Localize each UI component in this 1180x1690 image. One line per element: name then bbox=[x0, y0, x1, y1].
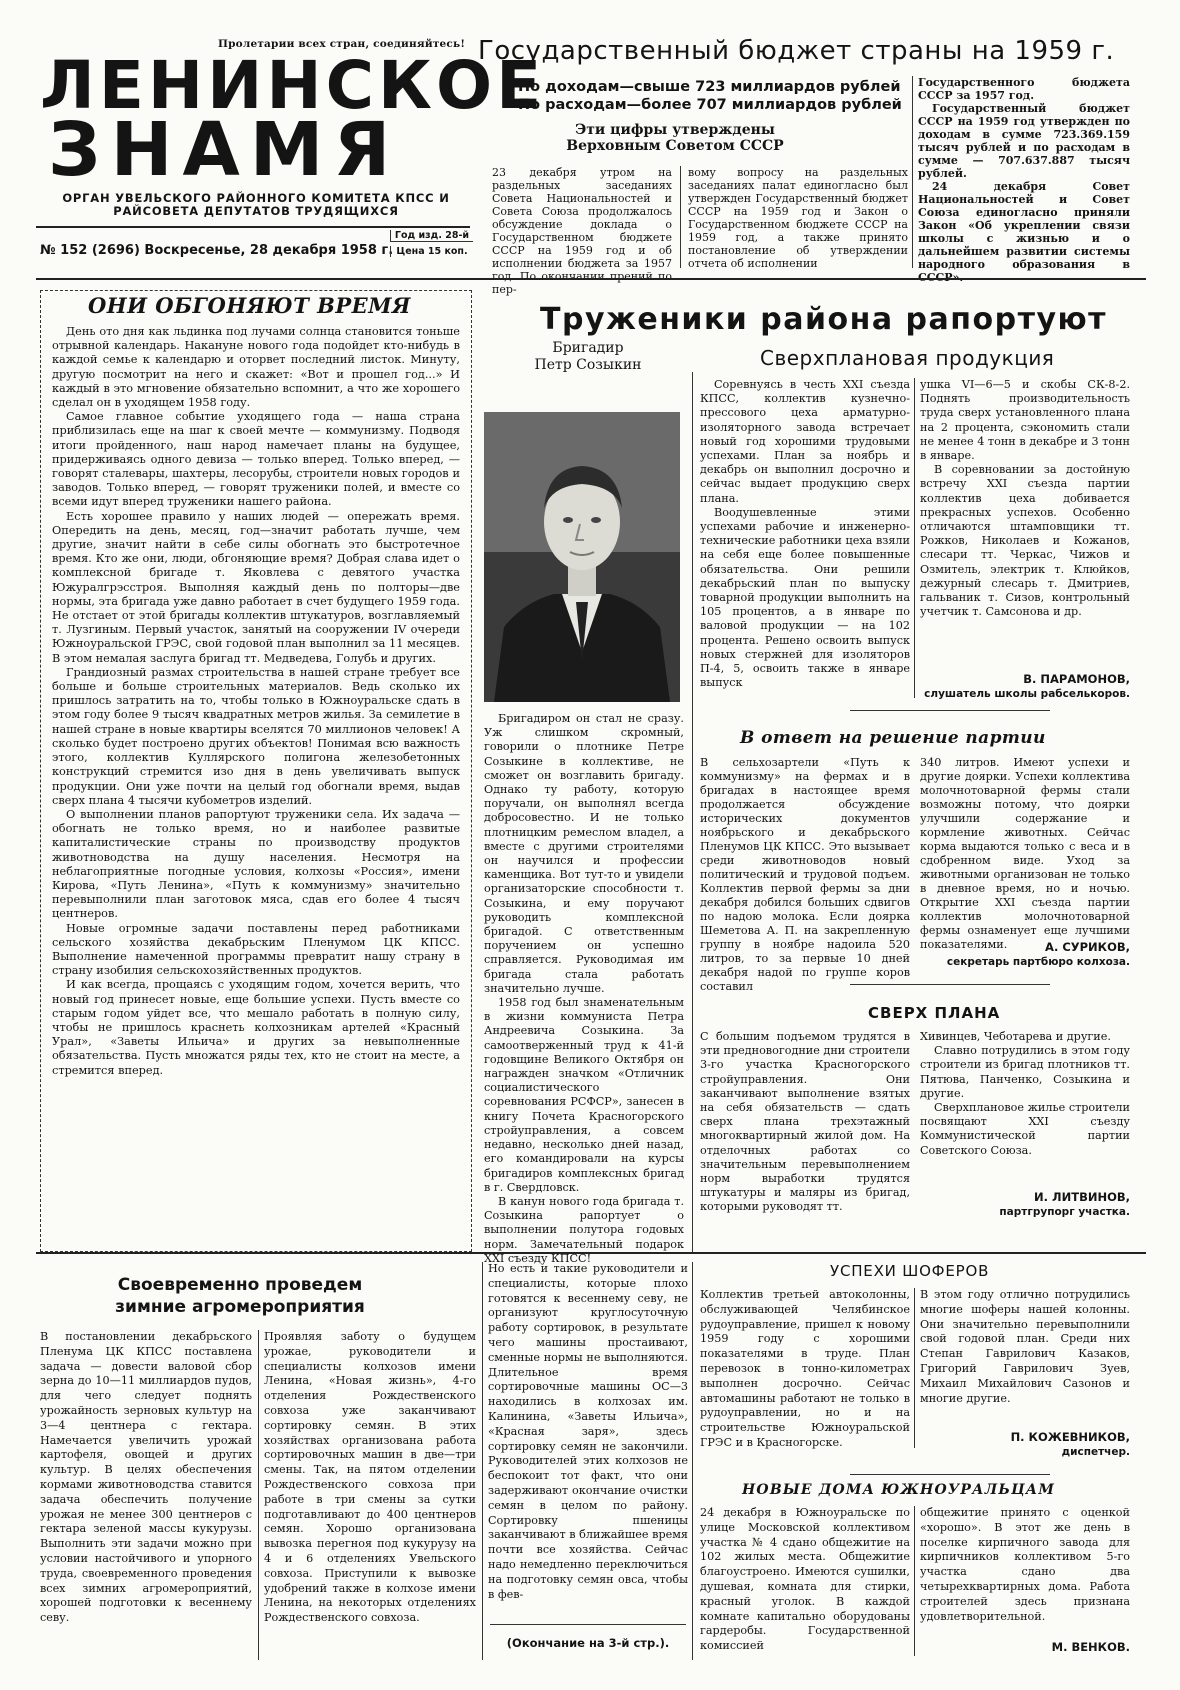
portrait-text bbox=[484, 712, 684, 1266]
sverkhplana-paragraph: Сверхплановое жилье строители посвящают XXI съезду Коммунистической партии Советского Союза. bbox=[920, 1101, 1130, 1157]
portrait-paragraph: Бригадиром он стал не сразу. Уж слишком скромный, говорили о плотнике Петре Созыкине в коллективе, не сможет он возглавить бригаду. Однако ту работу, которую поручали, он выполнял всегда добросовестно. И не только плотницким ремеслом владел, а вместе с другими строителями он научился и профессии каменщика. Вот тут-то и увидели организаторские способности т. Созыкина, и ему поручают руководить комплексной бригадой. С ответственным поручением он успешно справляется. Руководимая им бригада стала работать значительно лучше. bbox=[484, 712, 684, 995]
budget-divider2 bbox=[912, 76, 913, 268]
budget-col3-p2: Государственный бюджет СССР на 1959 год утвержден по доходам в сумме 723.369.159 тысяч рублей и по расходам в сумме — 707.637.887 тысяч рублей. bbox=[918, 102, 1130, 180]
shofery-col1: Коллектив третьей автоколонны, обслуживающей Челябинское рудоуправление, пришел к новому 1959 году с хорошими показателями в труде. План перевозок в тонно-километрах выполнен досрочно. Сейчас автомашины работают не только в рудоуправлении, но и на строительстве Южноуральской ГРЭС и в Красногорске. bbox=[700, 1288, 910, 1449]
sverkhplana-col2 bbox=[920, 1030, 1130, 1158]
portrait-caption-line2: Петр Созыкин bbox=[534, 357, 642, 373]
budget-col3 bbox=[918, 76, 1130, 284]
portrait-paragraph: В канун нового года бригада т. Созыкина рапортует о выполнении полутора годовых норм. Замечательный подарок XXI съезду КПСС! bbox=[484, 1194, 684, 1265]
sverkh-col1 bbox=[700, 378, 910, 690]
masthead-title-line2: ЗНАМЯ bbox=[48, 107, 401, 193]
sverkh-divider bbox=[914, 378, 915, 698]
otvet-headline: В ответ на решение партии bbox=[740, 728, 1046, 748]
doma-divider bbox=[914, 1506, 915, 1656]
budget-col3-p3: 24 декабря Совет Национальностей и Совет Союза единогласно приняли Закон «Об укреплении связи школы с жизнью и о дальнейшем развитии системы народного образования в СССР». bbox=[918, 180, 1130, 284]
price-box bbox=[390, 246, 473, 257]
budget-sub2: Верховным Советом СССР bbox=[566, 138, 784, 154]
agro-col3: Но есть и такие руководители и специалисты, которые плохо готовятся к весеннему севу, не организуют круглосуточную работу сортировок, в результате чего машины простаивают, сменные нормы не выполняются. Длительное время сортировочные машины ОС—3 находились в колхозах им. Калинина, «Заветы Ильича», «Красная заря», здесь сортировку семян не закончили. Руководителей этих колхозов не беспокоит тот факт, что они задерживают окончание очистки семян в целом по району. Сортировку пшеницы заканчивают в ближайшее время почти все хозяйства. Сейчас надо немедленно переключиться на подготовку семян овса, чтобы в фев- bbox=[488, 1262, 688, 1601]
doma-col1: 24 декабря в Южноуральске по улице Московской коллективом участка № 4 сдано общежитие на 102 жилых места. Общежитие благоустроено. Имеются сушилки, душевая, комната для стирки, красный уголок. В каждой комнате капитально оборудованы гардеробы. Государственной комиссией bbox=[700, 1506, 910, 1653]
otvet-signature: А. СУРИКОВ, bbox=[1045, 940, 1130, 954]
budget-col2: вому вопросу на раздельных заседаниях палат единогласно был утвержден Государственный бюджет СССР на 1959 год и Закон о Государственном бюджете СССР на 1959 год, а также принято постановление об утверждении отчета об исполнении bbox=[688, 166, 908, 270]
agro-headline-line1: Своевременно проведем bbox=[117, 1275, 363, 1295]
shofery-col2: В этом году отлично потрудились многие шоферы нашей колонны. Они значительно перевыполнили свой годовой план. Среди них Степан Гаврилович Казаков, Григорий Гаврилович Зуев, Михаил Михайлович Сазонов и многие другие. bbox=[920, 1288, 1130, 1405]
feature-divider bbox=[692, 372, 693, 1252]
portrait-caption bbox=[488, 340, 688, 374]
article1-paragraph: День ото дня как льдинка под лучами солнца становится тоньше отрывной календарь. Накануне нового года подойдет кто-нибудь в каждой семье к календарю и оторвет последний листок. Минуту, другую посмотрит на него и скажет: «Вот и прошел год...» И каждый в это мгновение обязательно вспомнит, а что же хорошего сделал он в уходящем 1958 году. bbox=[52, 325, 460, 410]
sverkhplana-col1: С большим подъемом трудятся в эти предновогодние дни строители 3-го участка Красногорского стройуправления. Они заканчивают выполнение взятых на себя обязательств — сдать сверх плана трехэтажный многоквартирный жилой дом. На отделочных работах со значительным перевыполнением норм выработки трудятся штукатуры и маляры из бригад, которыми руководят тт. bbox=[700, 1030, 910, 1214]
doma-signature: М. ВЕНКОВ. bbox=[1051, 1640, 1130, 1654]
agro-col1: В постановлении декабрьского Пленума ЦК КПСС поставлена задача — довести валовой сбор зерна до 10—11 миллиардов пудов, для чего следует поднять урожайность зерновых культур на 3—4 центнера с гектара. Намечается увеличить урожай картофеля, овощей и других культур. В целях обеспечения кормами животноводства ставится задача обеспечить получение урожая не менее 300 центнеров с гектара зеленой массы кукурузы. Выполнить эти задачи можно при условии настойчивого и упорного труда, своевременного проведения всех зимних агромероприятий, хорошей подготовки к весеннему севу. bbox=[40, 1330, 252, 1625]
sverkh-paragraph: Соревнуясь в честь XXI съезда КПСС, коллектив кузнечно-прессового цеха арматурно-изоляторного завода встречает новый год хорошими трудовыми успехами. План за ноябрь и декабрь он выполнил досрочно и сейчас выдает продукцию сверх плана. bbox=[700, 378, 910, 505]
sverkhplana-paragraph: Хивинцев, Чеботарева и другие. bbox=[920, 1030, 1111, 1043]
agro-continuation: (Окончание на 3-й стр.). bbox=[506, 1636, 670, 1650]
budget-col3-p1: Государственного бюджета СССР за 1957 год. bbox=[918, 76, 1130, 102]
budget-divider1 bbox=[680, 166, 681, 268]
shofery-signature: П. КОЖЕВНИКОВ, bbox=[1010, 1430, 1130, 1444]
portrait-caption-line1: Бригадир bbox=[552, 340, 624, 356]
budget-income: По доходам—свыше 723 миллиардов рублей bbox=[518, 79, 901, 95]
article1-paragraph: О выполнении планов рапортуют труженики села. Их задача — обогнать не только время, но и наиболее развитые капиталистические страны по производству продуктов животноводства на душу населения. Несмотря на неблагоприятные погодные условия, колхозы «Россия», имени Кирова, «Путь Ленина», «Путь к коммунизму» значительно перевыполнили план заготовок мяса, сдав его более 4 тысяч центнеров. bbox=[52, 807, 460, 921]
doma-headline: НОВЫЕ ДОМА ЮЖНОУРАЛЬЦАМ bbox=[742, 1482, 1056, 1498]
budget-col1: 23 декабря утром на раздельных заседаниях Совета Национальностей и Совета Союза продолжалось обсуждение доклада о Государственном бюджете СССР на 1959 год и об исполнении бюджета за 1957 год. По окончании прений по пер- bbox=[492, 166, 672, 296]
year-box bbox=[390, 230, 473, 242]
portrait-paragraph: 1958 год был знаменательным в жизни коммуниста Петра Андреевича Созыкина. За самоотверженный труд к 41-й годовщине Великого Октября он награжден значком «Отличник социалистического соревнования РСФСР», занесен в книгу Почета Красногорского стройуправления, а совсем недавно, несколько дней назад, его командировали на курсы бригадиров комплексных бригад в г. Свердловск. bbox=[484, 996, 684, 1194]
portrait-photo bbox=[484, 412, 680, 702]
agro-cont-rule bbox=[490, 1624, 686, 1625]
shofery-signature-role: диспетчер. bbox=[1061, 1446, 1130, 1458]
budget-headline: Государственный бюджет страны на 1959 г. bbox=[478, 36, 1115, 66]
agro-divider1 bbox=[258, 1330, 259, 1660]
budget-sub1: Эти цифры утверждены bbox=[575, 122, 775, 138]
agro-headline-line2: зимние агромероприятия bbox=[115, 1297, 365, 1317]
otvet-col1: В сельхозартели «Путь к коммунизму» на фермах и в бригадах в настоящее время продолжается обсуждение исторических документов ноябрьского и декабрьского Пленумов ЦК КПСС. Это вызывает среди животноводов новый политический и трудовой подъем. Коллектив первой фермы за дни декабря добился больших сдвигов по надою молока. Если доярка Шеметова А. П. на закрепленную группу в ноябре надоила 520 литров, то за первые 10 дней декабря надой по группе коров составил bbox=[700, 756, 910, 993]
masthead-organ: ОРГАН УВЕЛЬСКОГО РАЙОННОГО КОМИТЕТА КПСС И РАЙСОВЕТА ДЕПУТАТОВ ТРУДЯЩИХСЯ bbox=[62, 191, 450, 218]
year-of-publication: Год изд. 28-й bbox=[394, 230, 470, 241]
article1-paragraph: Самое главное событие уходящего года — наша страна приблизилась еще на шаг к своей мечте — коммунизму. Подводя итоги пройденного, наш народ намечает планы на будущее, придерживаясь одного девиза — только вперед. Только вперед, — говорят сталевары, шахтеры, лесорубы, строители новых городов и заводов. Только вперед, — говорят труженики полей, и вместе со всеми идут вперед труженики нашего района. bbox=[52, 410, 460, 509]
agro-divider2 bbox=[482, 1262, 483, 1660]
bottom-divider bbox=[692, 1262, 693, 1660]
sverkhplana-headline: СВЕРХ ПЛАНА bbox=[868, 1004, 1001, 1022]
sverkh-paragraph: ушка VI—6—5 и скобы СК-8-2. Поднять производительность труда сверх установленного плана на 2 процента, сэкономить стали не менее 4 тонн в декабре и 3 тонн в январе. bbox=[920, 378, 1130, 463]
otvet-col2: 340 литров. Имеют успехи и другие доярки. Успехи коллектива молочнотоварной фермы стали возможны потому, что доярки улучшили содержание и кормление животных. Сейчас корма выдаются только с веса и в сдобренном виде. Уход за животными организован не только в дневное время, но и ночью. Открытие XXI съезда партии коллектив молочнотоварной фермы ознаменует еще лучшими показателями. bbox=[920, 756, 1130, 951]
sverkh-paragraph: Воодушевленные этими успехами рабочие и инженерно-технические работники цеха взяли на себя еще более повышенные обязательства. Они решили декабрьский план по выпуску товарной продукции выполнить на 105 процентов, а в январе по валовой продукции — на 102 процента. Решено освоить выпуск новых стержней для изоляторов П-4, 5, освоить также в январе выпуск bbox=[700, 505, 910, 690]
article1-paragraph: Есть хорошее правило у наших людей — опережать время. Опередить на день, месяц, год—значит работать лучше, чем другие, значит найти в себе силы обогнать это быстротечное время. Кто же они, люди, обгоняющие время? Добрая слава идет о комплексной бригаде т. Яковлева с девятого участка Южуралгрэсстроя. Выполняя каждый день по полторы—две нормы, эта бригада уже давно работает в счет будущего 1959 года. Не отстает от этой бригады коллектив штукатуров, возглавляемый т. Лузгиным. Первый участок, занятый на сооружении IV очереди Южноуральской ГРЭС, свой годовой план выполнил за 11 месяцев. В этом немалая заслуга бригад тт. Медведева, Голубь и других. bbox=[52, 509, 460, 665]
sverkhplana-signature: И. ЛИТВИНОВ, bbox=[1034, 1190, 1130, 1204]
issue-line: № 152 (2696) Воскресенье, 28 декабря 1958 г. bbox=[40, 243, 394, 258]
otvet-signature-role: секретарь партбюро колхоза. bbox=[946, 956, 1130, 968]
shofery-headline: УСПЕХИ ШОФЕРОВ bbox=[830, 1262, 990, 1280]
masthead-title-line1: ЛЕНИНСКОЕ bbox=[40, 47, 546, 124]
portrait-illustration bbox=[484, 412, 680, 702]
sverkh-col2 bbox=[920, 378, 1130, 619]
article1-body bbox=[52, 325, 460, 1078]
agro-col2: Проявляя заботу о будущем урожае, руководители и специалисты колхозов имени Ленина, «Новая жизнь», 4-го отделения Рождественского совхоза уже заканчивают сортировку семян. В этих хозяйствах организована работа сортировочных машин в две—три смены. Так, на пятом отделении Рождественского совхоза при работе в три смены за сутки подготавливают до 400 центнеров семян. Хорошо организована вывозка перегноя под кукурузу на 4 и 6 отделениях Увельского совхоза. Приступили к вывозке удобрений также в колхозе имени Ленина, на некоторых отделениях Рождественского совхоза. bbox=[264, 1330, 476, 1625]
rule-otvet bbox=[850, 710, 1050, 711]
sverkhplana-paragraph: Славно потрудились в этом году строители из бригад плотников тт. Пятюва, Панченко, Созыкина и другие. bbox=[920, 1044, 1130, 1100]
budget-expense: По расходам—более 707 миллиардов рублей bbox=[518, 97, 902, 113]
sverkh-signature: В. ПАРАМОНОВ, bbox=[1023, 672, 1130, 686]
article1-paragraph: Грандиозный размах строительства в нашей стране требует все больше и больше строительных материалов. Ведь сколько их пришлось затратить на то, чтобы только в Южноуральске сдать в этом году более 9 тысяч квадратных метров жилья. За семилетие в нашей стране в новые квартиры вселятся 70 миллионов человек! А сколько будет построено других объектов! Понимая всю важность этого, коллектив Куллярского полигона железобетонных конструкций стремится изо дня в день увеличивать выпуск продукции. Они уже почти на целый год обогнали время, выдав сверх плана 4 тысячи кубометров изделий. bbox=[52, 665, 460, 807]
article1-paragraph: И как всегда, прощаясь с уходящим годом, хочется верить, что новый год принесет новые, еще большие успехи. Пусть вместе со старым годом уйдет все, что мешало работать в полную силу, чтобы не пришлось краснеть колхозникам артелей «Красный Урал», «Заветы Ильича» и других за невыполненные обязательства. Пусть множатся ряды тех, кто не стоит на месте, а стремится вперед. bbox=[52, 978, 460, 1077]
sverkhplana-signature-role: партгрупорг участка. bbox=[999, 1206, 1130, 1218]
sverkh-signature-role: слушатель школы рабселькоров. bbox=[924, 688, 1130, 700]
agro-headline bbox=[40, 1274, 440, 1318]
top-rule bbox=[36, 278, 1146, 280]
article1-headline: ОНИ ОБГОНЯЮТ ВРЕМЯ bbox=[82, 293, 417, 318]
budget-subheading bbox=[510, 122, 840, 154]
mid-rule bbox=[36, 1252, 1146, 1254]
article1-paragraph: Новые огромные задачи поставлены перед работниками сельского хозяйства декабрьским Пленумом ЦК КПСС. Выполнение намеченной программы превратит нашу страну в страну изобилия сельскохозяйственных продуктов. bbox=[52, 921, 460, 978]
masthead-slogan: Пролетарии всех стран, соединяйтесь! bbox=[218, 38, 466, 50]
masthead-rule bbox=[36, 226, 470, 228]
rule-doma bbox=[850, 1474, 1050, 1475]
shofery-divider bbox=[914, 1288, 915, 1448]
feature-headline: Труженики района рапортуют bbox=[540, 302, 1108, 337]
sverkh-paragraph: В соревновании за достойную встречу XXI съезда партии коллектив цеха добивается прекрасных успехов. Особенно отличаются штамповщики тт. Рожков, Николаев и Кожанов, слесари тт. Черкас, Чижов и Озмитель, электрик т. Клюйков, дежурный слесарь т. Дмитриев, гальваник т. Сизов, контрольный учетчик т. Самсонова и др. bbox=[920, 463, 1130, 619]
price: Цена 15 коп. bbox=[396, 246, 468, 257]
doma-col2: общежитие принято с оценкой «хорошо». В этот же день в поселке кирпичного завода для кирпичников коллективом 5-го участка сдано два четырехквартирных дома. Работа строителей здесь признана удовлетворительной. bbox=[920, 1506, 1130, 1623]
sverkh-headline: Сверхплановая продукция bbox=[760, 346, 1055, 370]
rule-sverkhplana bbox=[850, 984, 1050, 985]
